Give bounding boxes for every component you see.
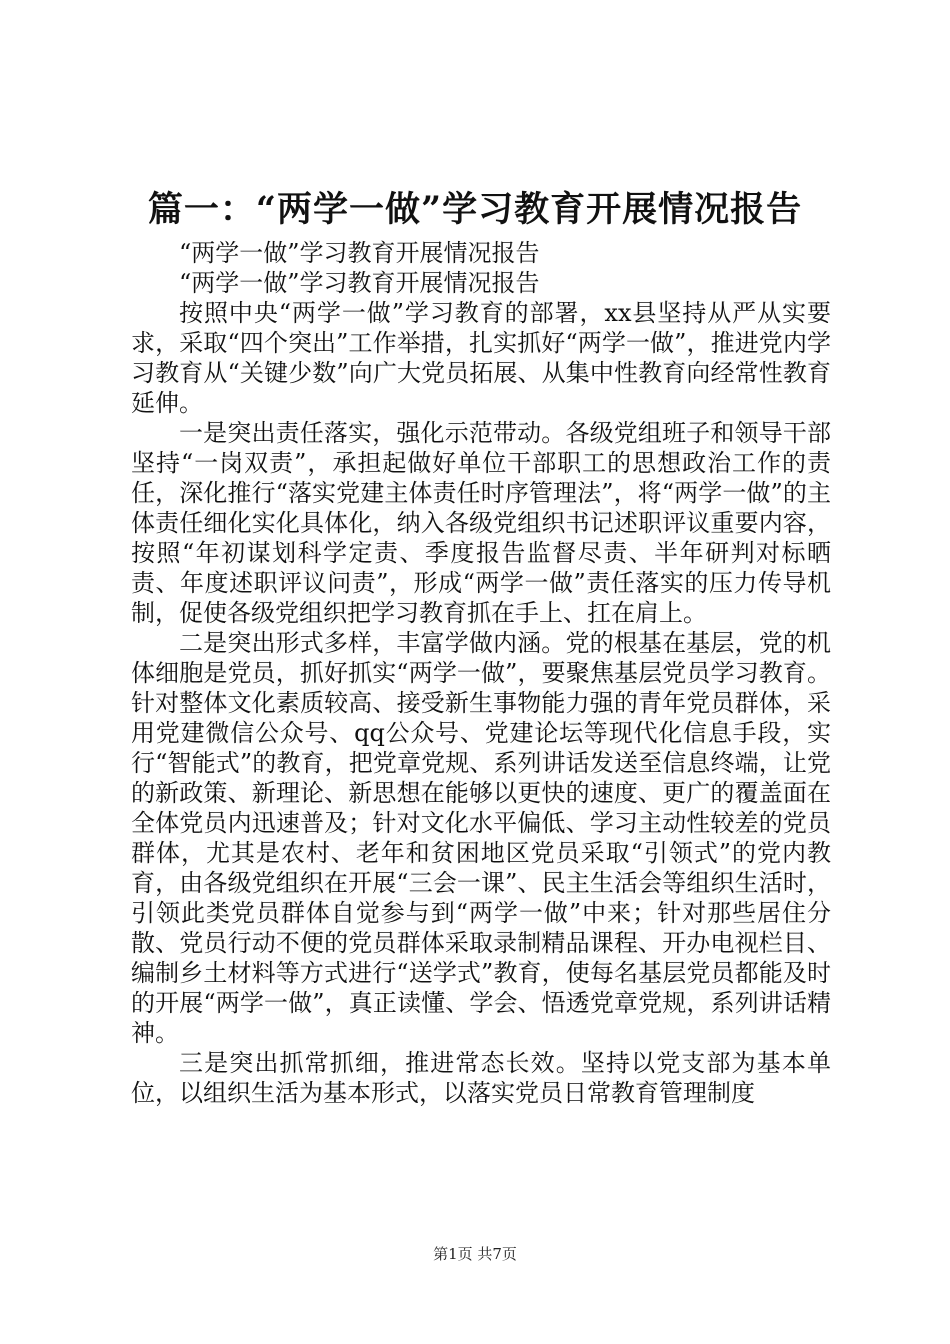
document-title: 篇一：“两学一做”学习教育开展情况报告 <box>147 189 803 230</box>
body-paragraph: 二是突出形式多样，丰富学做内涵。党的根基在基层，党的机体细胞是党员，抓好抓实“两学一做”，要聚焦基层党员学习教育。针对整体文化素质较高、接受新生事物能力强的青年党员群体，采用党建微信公众号、qq公众号、党建论坛等现代化信息手段，实行“智能式”的教育，把党章党规、系列讲话发送至信息终端，让党的新政策、新理论、新思想在能够以更快的速度、更广的覆盖面在全体党员内迅速普及；针对文化水平偏低、学习主动性较差的党员群体，尤其是农村、老年和贫困地区党员采取“引领式”的党内教育，由各级党组织在开展“三会一课”、民主生活会等组织生活时，引领此类党员群体自觉参与到“两学一做”中来；针对那些居住分散、党员行动不便的党员群体采取录制精品课程、开办电视栏目、编制乡土材料等方式进行“送学式”教育，使每名基层党员都能及时的开展“两学一做”，真正读懂、学会、悟透党章党规，系列讲话精神。 <box>131 629 831 1047</box>
document-body <box>131 238 831 1108</box>
page-footer: 第1页 共7页 <box>433 1245 517 1263</box>
body-paragraph: 一是突出责任落实，强化示范带动。各级党组班子和领导干部坚持“一岗双责”，承担起做好单位干部职工的思想政治工作的责任，深化推行“落实党建主体责任时序管理法”，将“两学一做”的主体责任细化实化具体化，纳入各级党组织书记述职评议重要内容，按照“年初谋划科学定责、季度报告监督尽责、半年研判对标晒责、年度述职评议问责”，形成“两学一做”责任落实的压力传导机制，促使各级党组织把学习教育抓在手上、扛在肩上。 <box>131 419 831 627</box>
subtitle-line: “两学一做”学习教育开展情况报告 <box>179 239 540 267</box>
body-paragraph: 三是突出抓常抓细，推进常态长效。坚持以党支部为基本单位，以组织生活为基本形式，以落实党员日常教育管理制度 <box>131 1049 831 1107</box>
body-paragraph: 按照中央“两学一做”学习教育的部署，xx县坚持从严从实要求，采取“四个突出”工作举措，扎实抓好“两学一做”，推进党内学习教育从“关键少数”向广大党员拓展、从集中性教育向经常性教育延伸。 <box>131 299 831 417</box>
subtitle-line: “两学一做”学习教育开展情况报告 <box>179 269 540 297</box>
